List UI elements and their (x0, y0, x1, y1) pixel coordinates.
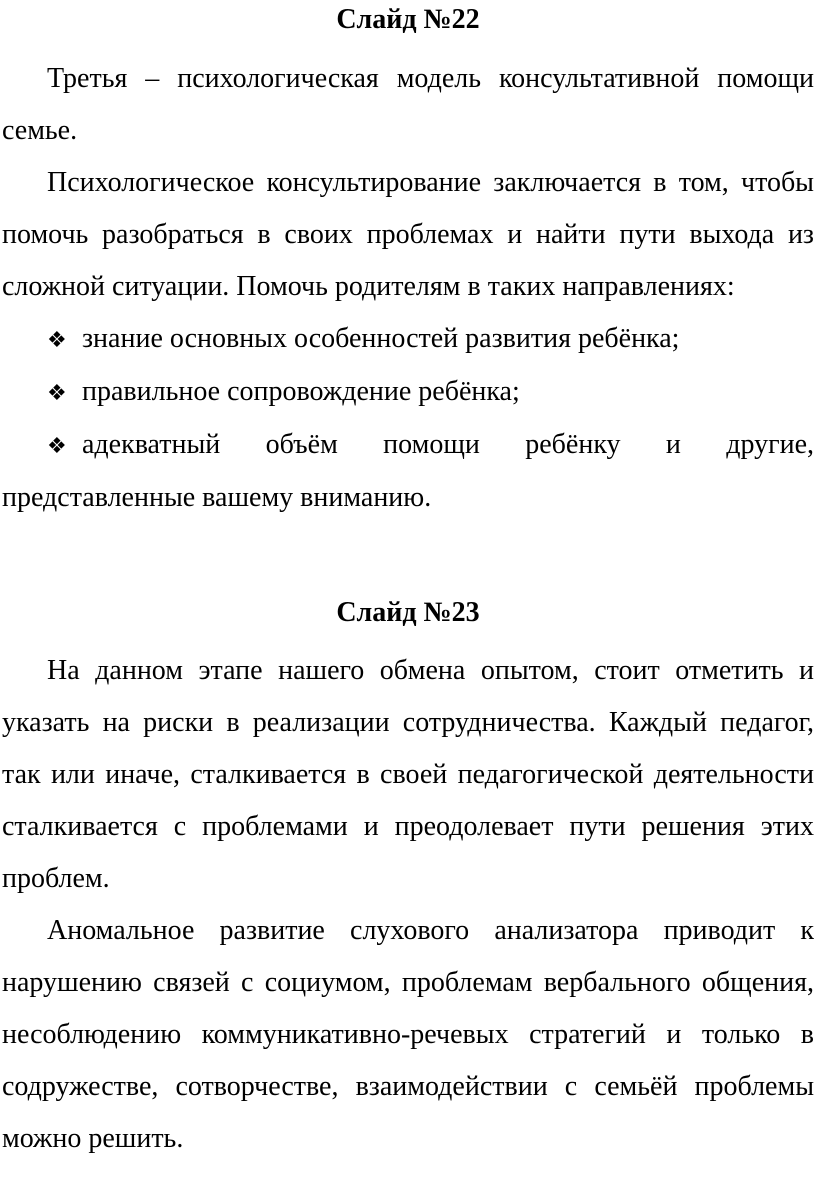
slide-22-paragraph-2: Психологическое консультирование заключается в том, чтобы помочь разобраться в своих проблемах и найти пути выхода из сложной ситуации. Помочь родителям в таких направлениях: (2, 167, 814, 302)
bullet-text: знание основных особенностей развития ребёнка; (82, 323, 680, 354)
slide-23-paragraph-1: На данном этапе нашего обмена опытом, стоит отметить и указать на риски в реализации сотрудничества. Каждый педагог, так или иначе, сталкивается в своей педагогической деятельности сталкивается с проблемами и преодолевает пути решения этих проблем. (2, 655, 814, 894)
bullet-item (2, 313, 814, 366)
slide-23-title: Слайд №23 (336, 597, 480, 628)
bullet-item (2, 366, 814, 419)
bullet-text: правильное сопровождение ребёнка; (82, 376, 520, 407)
slide-22-title: Слайд №22 (336, 4, 480, 35)
slide-22-paragraph-1: Третья – психологическая модель консультативной помощи семье. (2, 63, 814, 146)
diamond-four-icon: ❖ (47, 433, 67, 458)
diamond-four-icon: ❖ (47, 327, 67, 352)
slide-23-paragraph-2: Аномальное развитие слухового анализатора приводит к нарушению связей с социумом, проблемам вербального общения, несоблюдению коммуникативно-речевых стратегий и только в содружестве, сотворчестве, взаимодействии с семьёй проблемы можно решить. (2, 915, 814, 1154)
bullet-text: адекватный объём помощи ребёнку и другие, представленные вашему вниманию. (2, 429, 814, 513)
diamond-four-icon: ❖ (47, 380, 67, 405)
bullet-item (2, 419, 814, 524)
